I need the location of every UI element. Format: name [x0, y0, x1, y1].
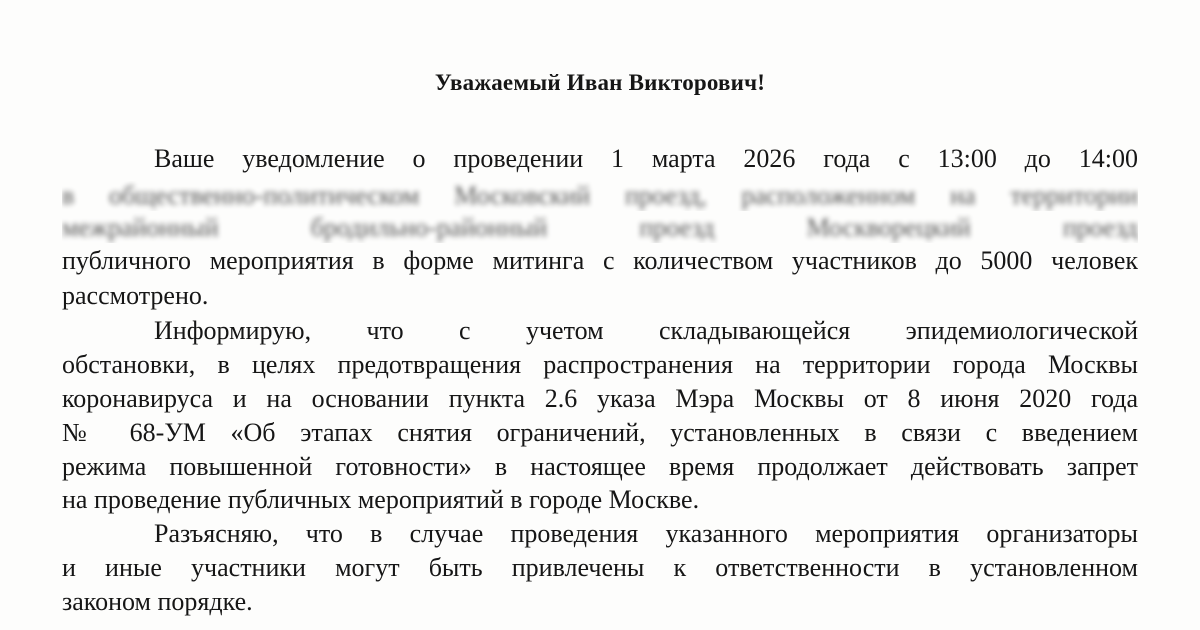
- redacted-line-2: [62, 213, 1138, 243]
- p3-line-3: законом порядке.: [62, 587, 253, 616]
- redacted-text-2: межрайонный бродильно-районный проезд Москворецкий проезд: [62, 213, 1138, 242]
- salutation-heading: Уважаемый Иван Викторович!: [434, 70, 766, 95]
- p2-line-5: режима повышенной готовности» в настоящее время продолжает действовать запрет: [62, 452, 1138, 481]
- p1-line-5: рассмотрено.: [62, 281, 209, 310]
- p2-line-4: № 68-УМ «Об этапах снятия ограничений, установленных в связи с введением: [62, 418, 1138, 447]
- p3-line-2: и иные участники могут быть привлечены к ответственности в установленном: [62, 553, 1138, 582]
- p1-line-1: Ваше уведомление о проведении 1 марта 2026 года с 13:00 до 14:00: [154, 144, 1138, 173]
- redacted-text-1: в общественно-политическом Московский проезд, расположенном на территории: [62, 181, 1138, 210]
- p3-line-1: Разъясняю, что в случае проведения указанного мероприятия организаторы: [154, 519, 1138, 548]
- p2-line-6: на проведение публичных мероприятий в городе Москве.: [62, 485, 700, 514]
- redacted-line-1: [62, 181, 1138, 211]
- p2-line-1: Информирую, что с учетом складывающейся эпидемиологической: [154, 316, 1138, 345]
- p2-line-3: коронавируса и на основании пункта 2.6 указа Мэра Москвы от 8 июня 2020 года: [62, 384, 1138, 413]
- p1-line-4: публичного мероприятия в форме митинга с количеством участников до 5000 человек: [62, 246, 1138, 275]
- p2-line-2: обстановки, в целях предотвращения распространения на территории города Москвы: [62, 350, 1138, 379]
